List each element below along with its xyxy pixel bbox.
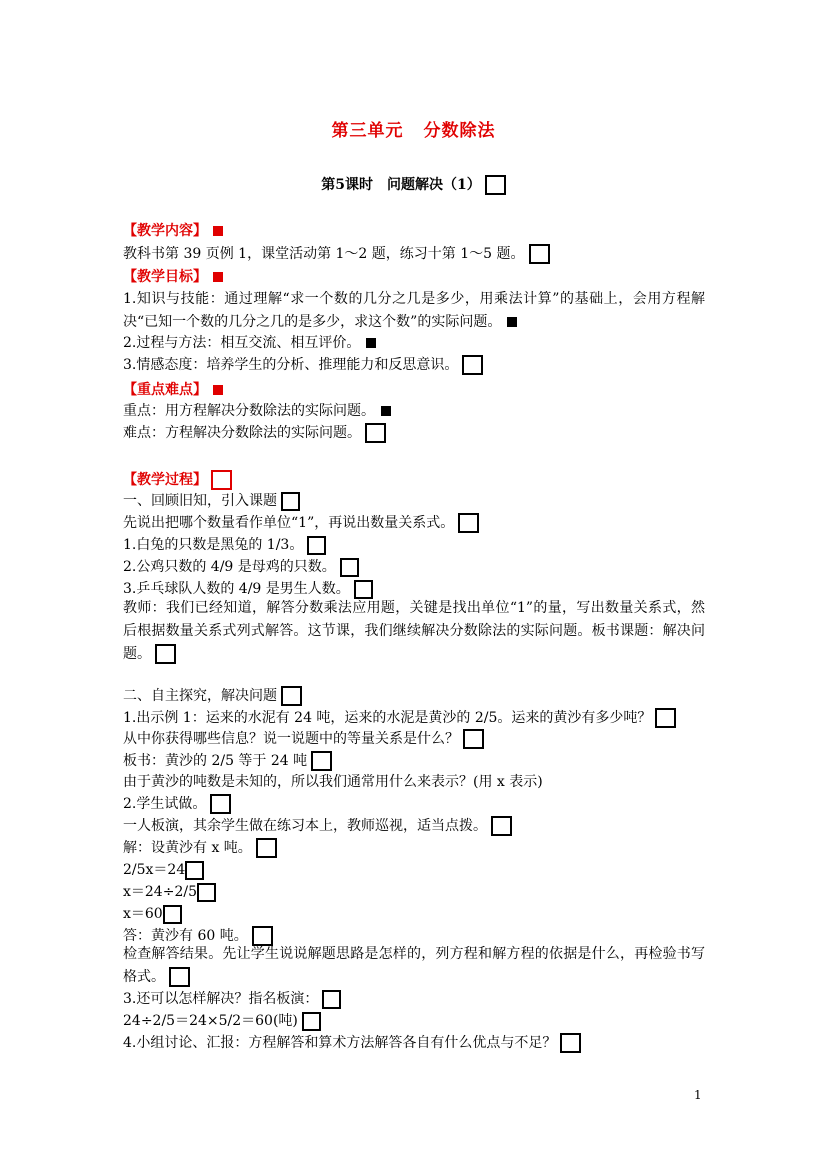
goal-3: 3.情感态度：培养学生的分析、推理能力和反思意识。 [123, 355, 483, 375]
process-line: 2.公鸡只数的 4/9 是母鸡的只数。 [123, 557, 359, 577]
placeholder-box [197, 883, 216, 902]
red-square-icon [213, 226, 223, 236]
placeholder-box [354, 580, 373, 599]
placeholder-box [463, 729, 484, 749]
section-process-heading: 【教学过程】 [123, 470, 232, 490]
red-square-icon [213, 385, 223, 395]
goal-2: 2.过程与方法：相互交流、相互评价。 [123, 333, 376, 353]
process-line: 一人板演，其余学生做在练习本上，教师巡视，适当点拨。 [123, 816, 512, 836]
placeholder-box [311, 751, 332, 771]
equation-line: 24÷2/5＝24×5/2＝60(吨) [123, 1011, 321, 1031]
section-content-heading: 【教学内容】 [123, 221, 223, 241]
placeholder-box [655, 708, 676, 728]
lesson-subtitle-text: 第5课时 问题解决（1） [321, 177, 481, 193]
page-number: 1 [694, 1088, 702, 1102]
placeholder-box [307, 536, 326, 555]
placeholder-box [462, 355, 483, 375]
process-line: 4.小组讨论、汇报：方程解答和算术方法解答各自有什么优点与不足？ [123, 1033, 581, 1053]
check-paragraph: 检查解答结果。先让学生说说解题思路是怎样的，列方程和解方程的依据是什么，再检验书写格式。 [123, 946, 705, 985]
placeholder-box [256, 838, 277, 858]
unit-title-part2: 分数除法 [423, 121, 496, 141]
difficulty-line: 难点：方程解决分数除法的实际问题。 [123, 423, 386, 443]
section-goals-heading: 【教学目标】 [123, 267, 223, 287]
black-square-icon [507, 317, 517, 327]
process-line: 解：设黄沙有 x 吨。 [123, 838, 277, 858]
placeholder-box [281, 686, 302, 706]
placeholder-box [485, 175, 506, 195]
content-line: 教科书第 39 页例 1，课堂活动第 1～2 题，练习十第 1～5 题。 [123, 244, 550, 264]
teacher-paragraph: 教师：我们已经知道，解答分数乘法应用题，关键是找出单位“1”的量，写出数量关系式，然后根据数量关系式列式解答。这节课，我们继续解决分数除法的实际问题。板书课题：解决问题。 [123, 600, 705, 662]
placeholder-box [491, 816, 512, 836]
process-line: 2.学生试做。 [123, 794, 231, 814]
process-line: 1.白兔的只数是黑兔的 1/3。 [123, 535, 326, 555]
process-line: 由于黄沙的吨数是未知的，所以我们通常用什么来表示？(用 x 表示) [123, 774, 543, 790]
process-line: 3.还可以怎样解决？指名板演： [123, 989, 341, 1009]
black-square-icon [366, 338, 376, 348]
placeholder-box [560, 1033, 581, 1053]
process-line: 1.出示例 1：运来的水泥有 24 吨，运来的水泥是黄沙的 2/5。运来的黄沙有多少吨？ [123, 708, 676, 728]
placeholder-box [529, 244, 550, 264]
equation-line: x＝60 [123, 904, 182, 924]
process-line: 3.乒乓球队人数的 4/9 是男生人数。 [123, 579, 373, 599]
goal-1: 1.知识与技能：通过理解“求一个数的几分之几是多少，用乘法计算”的基础上，会用方程解决“已知一个数的几分之几的是多少，求这个数”的实际问题。 [123, 291, 705, 330]
red-placeholder-box [211, 470, 232, 490]
placeholder-box [210, 794, 231, 814]
black-square-icon [381, 406, 391, 416]
process-line: 从中你获得哪些信息？说一说题中的等量关系是什么？ [123, 729, 484, 749]
equation-line: 2/5x＝24 [123, 860, 204, 880]
red-square-icon [213, 272, 223, 282]
placeholder-box [322, 990, 341, 1009]
placeholder-box [340, 558, 359, 577]
unit-title [0, 116, 827, 141]
answer-line: 答：黄沙有 60 吨。 [123, 926, 273, 946]
process-line: 板书：黄沙的 2/5 等于 24 吨 [123, 751, 332, 771]
process-line: 先说出把哪个数量看作单位“1”，再说出数量关系式。 [123, 513, 479, 533]
keypoint-line: 重点：用方程解决分数除法的实际问题。 [123, 401, 391, 421]
step-heading-2: 二、自主探究，解决问题 [123, 686, 302, 706]
placeholder-box [163, 905, 182, 924]
placeholder-box [458, 513, 479, 533]
section-keypoints-heading: 【重点难点】 [123, 380, 223, 400]
placeholder-box [155, 644, 176, 664]
placeholder-box [365, 423, 386, 443]
placeholder-box [281, 492, 300, 511]
unit-title-part1: 第三单元 [331, 121, 404, 141]
placeholder-box [302, 1012, 321, 1031]
placeholder-box [169, 967, 190, 987]
step-heading-1: 一、回顾旧知，引入课题 [123, 491, 300, 511]
equation-line: x＝24÷2/5 [123, 882, 216, 902]
lesson-subtitle [0, 174, 827, 195]
placeholder-box [185, 861, 204, 880]
